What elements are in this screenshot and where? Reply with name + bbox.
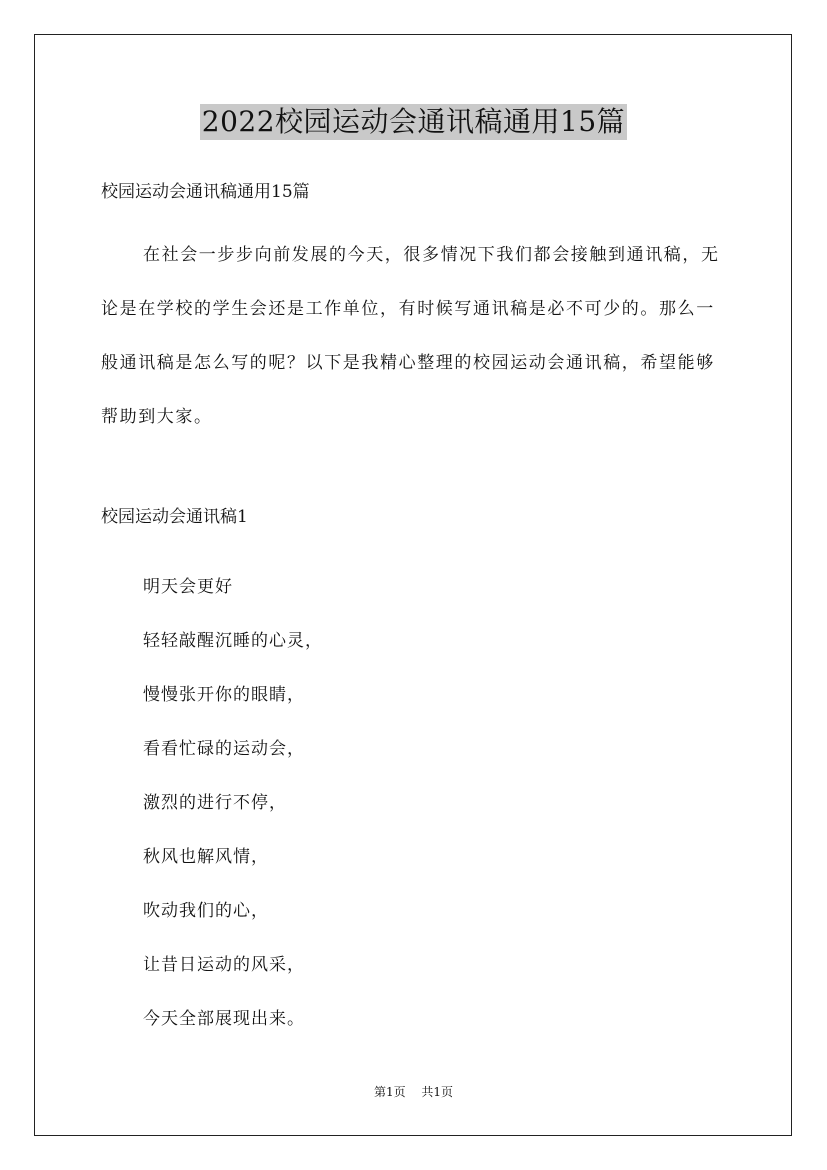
intro-paragraph: 在社会一步步向前发展的今天，很多情况下我们都会接触到通讯稿，无论是在学校的学生会还是工作单位，有时候写通讯稿是必不可少的。那么一般通讯稿是怎么写的呢？以下是我精心整理的校园运动会通讯稿，希望能够帮助到大家。	[101, 245, 720, 427]
poem-line: 轻轻敲醒沉睡的心灵，	[143, 631, 323, 651]
poem-line: 明天会更好	[143, 577, 233, 597]
poem-line: 秋风也解风情，	[143, 847, 269, 867]
page-footer	[0, 1084, 827, 1100]
page-number-current: 第1页	[373, 1085, 406, 1099]
poem-line: 激烈的进行不停，	[143, 793, 287, 813]
document-title: 2022校园运动会通讯稿通用15篇	[201, 105, 626, 138]
poem-line: 让昔日运动的风采，	[143, 955, 305, 975]
document-subtitle: 校园运动会通讯稿通用15篇	[101, 182, 310, 202]
title-container	[0, 104, 827, 140]
poem-line: 慢慢张开你的眼睛，	[143, 685, 305, 705]
poem-line: 今天全部展现出来。	[143, 1009, 305, 1029]
section-heading: 校园运动会通讯稿1	[101, 507, 248, 527]
poem	[143, 560, 323, 1046]
poem-line: 吹动我们的心，	[143, 901, 269, 921]
poem-line: 看看忙碌的运动会，	[143, 739, 305, 759]
page-number-total: 共1页	[421, 1085, 454, 1099]
